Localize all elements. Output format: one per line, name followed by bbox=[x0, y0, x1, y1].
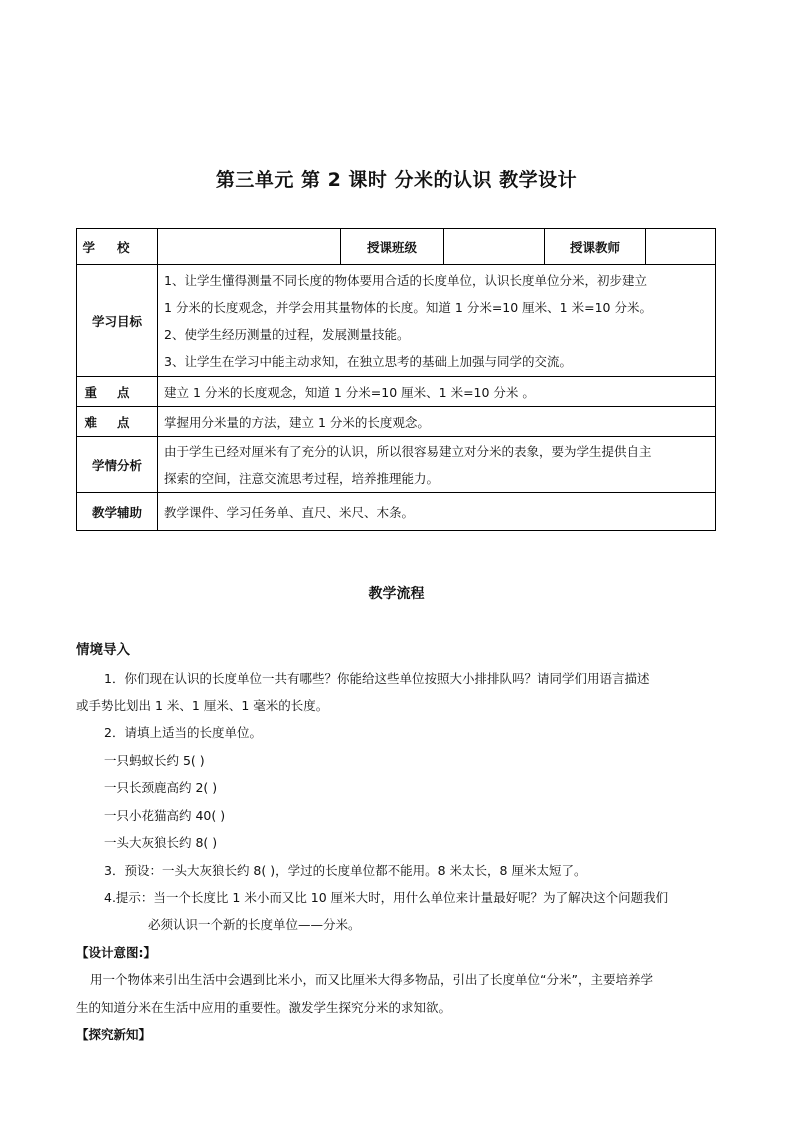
school-label: 学校 bbox=[77, 229, 158, 265]
table-row bbox=[77, 229, 716, 265]
analysis-line: 探索的空间，注意交流思考过程，培养推理能力。 bbox=[164, 470, 440, 486]
fill-item: 一头大灰狼长约 8( ) bbox=[104, 835, 218, 850]
explore-heading: 【探究新知】 bbox=[76, 1027, 152, 1042]
fill-item: 一只小花猫高约 40( ) bbox=[104, 808, 226, 823]
fill-item: 一只长颈鹿高约 2( ) bbox=[104, 780, 218, 795]
intro-heading: 情境导入 bbox=[76, 642, 130, 658]
goal-line: 3、让学生在学习中能主动求知，在独立思考的基础上加强与同学的交流。 bbox=[164, 353, 572, 369]
goals-cell bbox=[158, 265, 716, 377]
table-row bbox=[77, 493, 716, 531]
design-heading: 【设计意图:】 bbox=[76, 945, 156, 960]
question-1-line-2: 或手势比划出 1 米、1 厘米、1 毫米的长度。 bbox=[76, 698, 329, 713]
analysis-line: 由于学生已经对厘米有了充分的认识，所以很容易建立对分米的表象，要为学生提供自主 bbox=[164, 443, 652, 459]
question-2: 2．请填上适当的长度单位。 bbox=[104, 725, 262, 740]
school-value bbox=[158, 229, 341, 265]
analysis-cell bbox=[158, 437, 716, 493]
key-value: 建立 1 分米的长度观念，知道 1 分米=10 厘米、1 米=10 分米 。 bbox=[158, 377, 716, 407]
table-row bbox=[77, 407, 716, 437]
difficult-value: 掌握用分米量的方法，建立 1 分米的长度观念。 bbox=[158, 407, 716, 437]
teacher-label: 授课教师 bbox=[545, 229, 646, 265]
table-row bbox=[77, 377, 716, 407]
class-value bbox=[444, 229, 545, 265]
analysis-label: 学情分析 bbox=[77, 437, 158, 493]
lesson-info-table bbox=[76, 228, 716, 531]
question-3: 3．预设：一头大灰狼长约 8( )，学过的长度单位都不能用。8 米太长，8 厘米太短了。 bbox=[104, 863, 587, 878]
design-line: 用一个物体来引出生活中会遇到比米小，而又比厘米大得多物品，引出了长度单位“分米”，主要培养学 bbox=[90, 972, 653, 987]
table-row bbox=[77, 437, 716, 493]
document-title: 第三单元 第 2 课时 分米的认识 教学设计 bbox=[215, 169, 578, 191]
difficult-label: 难点 bbox=[77, 407, 158, 437]
fill-item: 一只蚂蚁长约 5( ) bbox=[104, 753, 205, 768]
class-label: 授课班级 bbox=[341, 229, 444, 265]
question-4-line-1: 4.提示：当一个长度比 1 米小而又比 10 厘米大时，用什么单位来计量最好呢？为了解决这个问题我们 bbox=[104, 890, 669, 905]
question-4-line-2: 必须认识一个新的长度单位——分米。 bbox=[148, 917, 361, 932]
teacher-value bbox=[646, 229, 716, 265]
key-label: 重点 bbox=[77, 377, 158, 407]
goals-label: 学习目标 bbox=[77, 265, 158, 377]
process-title: 教学流程 bbox=[368, 586, 425, 602]
goal-line: 2、使学生经历测量的过程，发展测量技能。 bbox=[164, 326, 410, 342]
goal-line: 1 分米的长度观念，并学会用其量物体的长度。知道 1 分米=10 厘米、1 米=10 分米。 bbox=[164, 299, 652, 315]
aids-label: 教学辅助 bbox=[77, 493, 158, 531]
goal-line: 1、让学生懂得测量不同长度的物体要用合适的长度单位，认识长度单位分米，初步建立 bbox=[164, 272, 647, 288]
table-row bbox=[77, 265, 716, 377]
aids-value: 教学课件、学习任务单、直尺、米尺、木条。 bbox=[158, 493, 716, 531]
design-line: 生的知道分米在生活中应用的重要性。激发学生探究分米的求知欲。 bbox=[76, 1000, 452, 1015]
question-1-line-1: 1．你们现在认识的长度单位一共有哪些？你能给这些单位按照大小排排队吗？请同学们用语言描述 bbox=[104, 671, 650, 686]
